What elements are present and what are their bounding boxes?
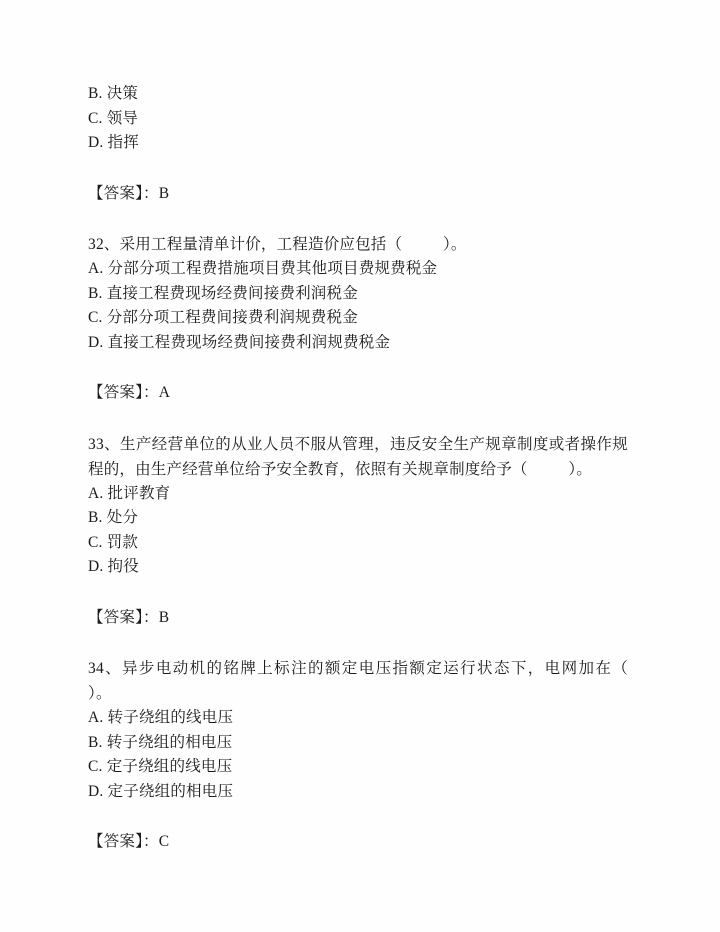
- paragraph-spacer: [88, 580, 628, 606]
- question-32: 32、采用工程量清单计价，工程造价应包括（ ）。: [88, 236, 467, 253]
- paragraph-spacer: [88, 206, 628, 232]
- paragraph-spacer: [88, 630, 628, 656]
- question-33-option-b: B. 处分: [88, 509, 139, 526]
- paragraph-spacer: [88, 406, 628, 432]
- question-34: 34、异步电动机的铭牌上标注的额定电压指额定运行状态下，电网加在（ ）。: [88, 660, 657, 702]
- question-34-answer: 【答案】：C: [88, 833, 170, 850]
- question-33-answer: 【答案】：B: [88, 608, 170, 626]
- paragraph-spacer: [88, 355, 628, 381]
- question-34-option-d: D. 定子绕组的相电压: [88, 782, 234, 800]
- document-content: [88, 82, 657, 855]
- answer-prev: 【答案】：B: [88, 184, 170, 202]
- question-32-option-a: A. 分部分项工程费措施项目费其他项目费规费税金: [88, 260, 438, 277]
- question-33-option-d: D. 拘役: [88, 558, 139, 575]
- question-32-option-b: B. 直接工程费现场经费间接费利润税金: [88, 284, 358, 302]
- question-32-option-d: D. 直接工程费现场经费间接费利润规费税金: [88, 333, 391, 351]
- option-b-prev: B. 决策: [88, 85, 139, 102]
- option-c-prev: C. 领导: [88, 109, 139, 127]
- question-34-option-c: C. 定子绕组的线电压: [88, 758, 233, 775]
- question-32-answer: 【答案】：A: [88, 384, 171, 401]
- question-33-option-c: C. 罚款: [88, 533, 139, 551]
- question-32-option-c: C. 分部分项工程费间接费利润规费税金: [88, 309, 358, 326]
- paragraph-spacer: [88, 804, 628, 830]
- paragraph-spacer: [88, 156, 628, 182]
- question-33: 33、生产经营单位的从业人员不服从管理，违反安全生产规章制度或者操作规程的，由生产经营单位给予安全教育，依照有关规章制度给予（ ）。: [88, 435, 628, 478]
- option-d-prev: D. 指挥: [88, 134, 139, 151]
- question-34-option-b: B. 转子绕组的相电压: [88, 733, 233, 751]
- question-34-option-a: A. 转子绕组的线电压: [88, 709, 234, 726]
- question-33-option-a: A. 批评教育: [88, 484, 171, 502]
